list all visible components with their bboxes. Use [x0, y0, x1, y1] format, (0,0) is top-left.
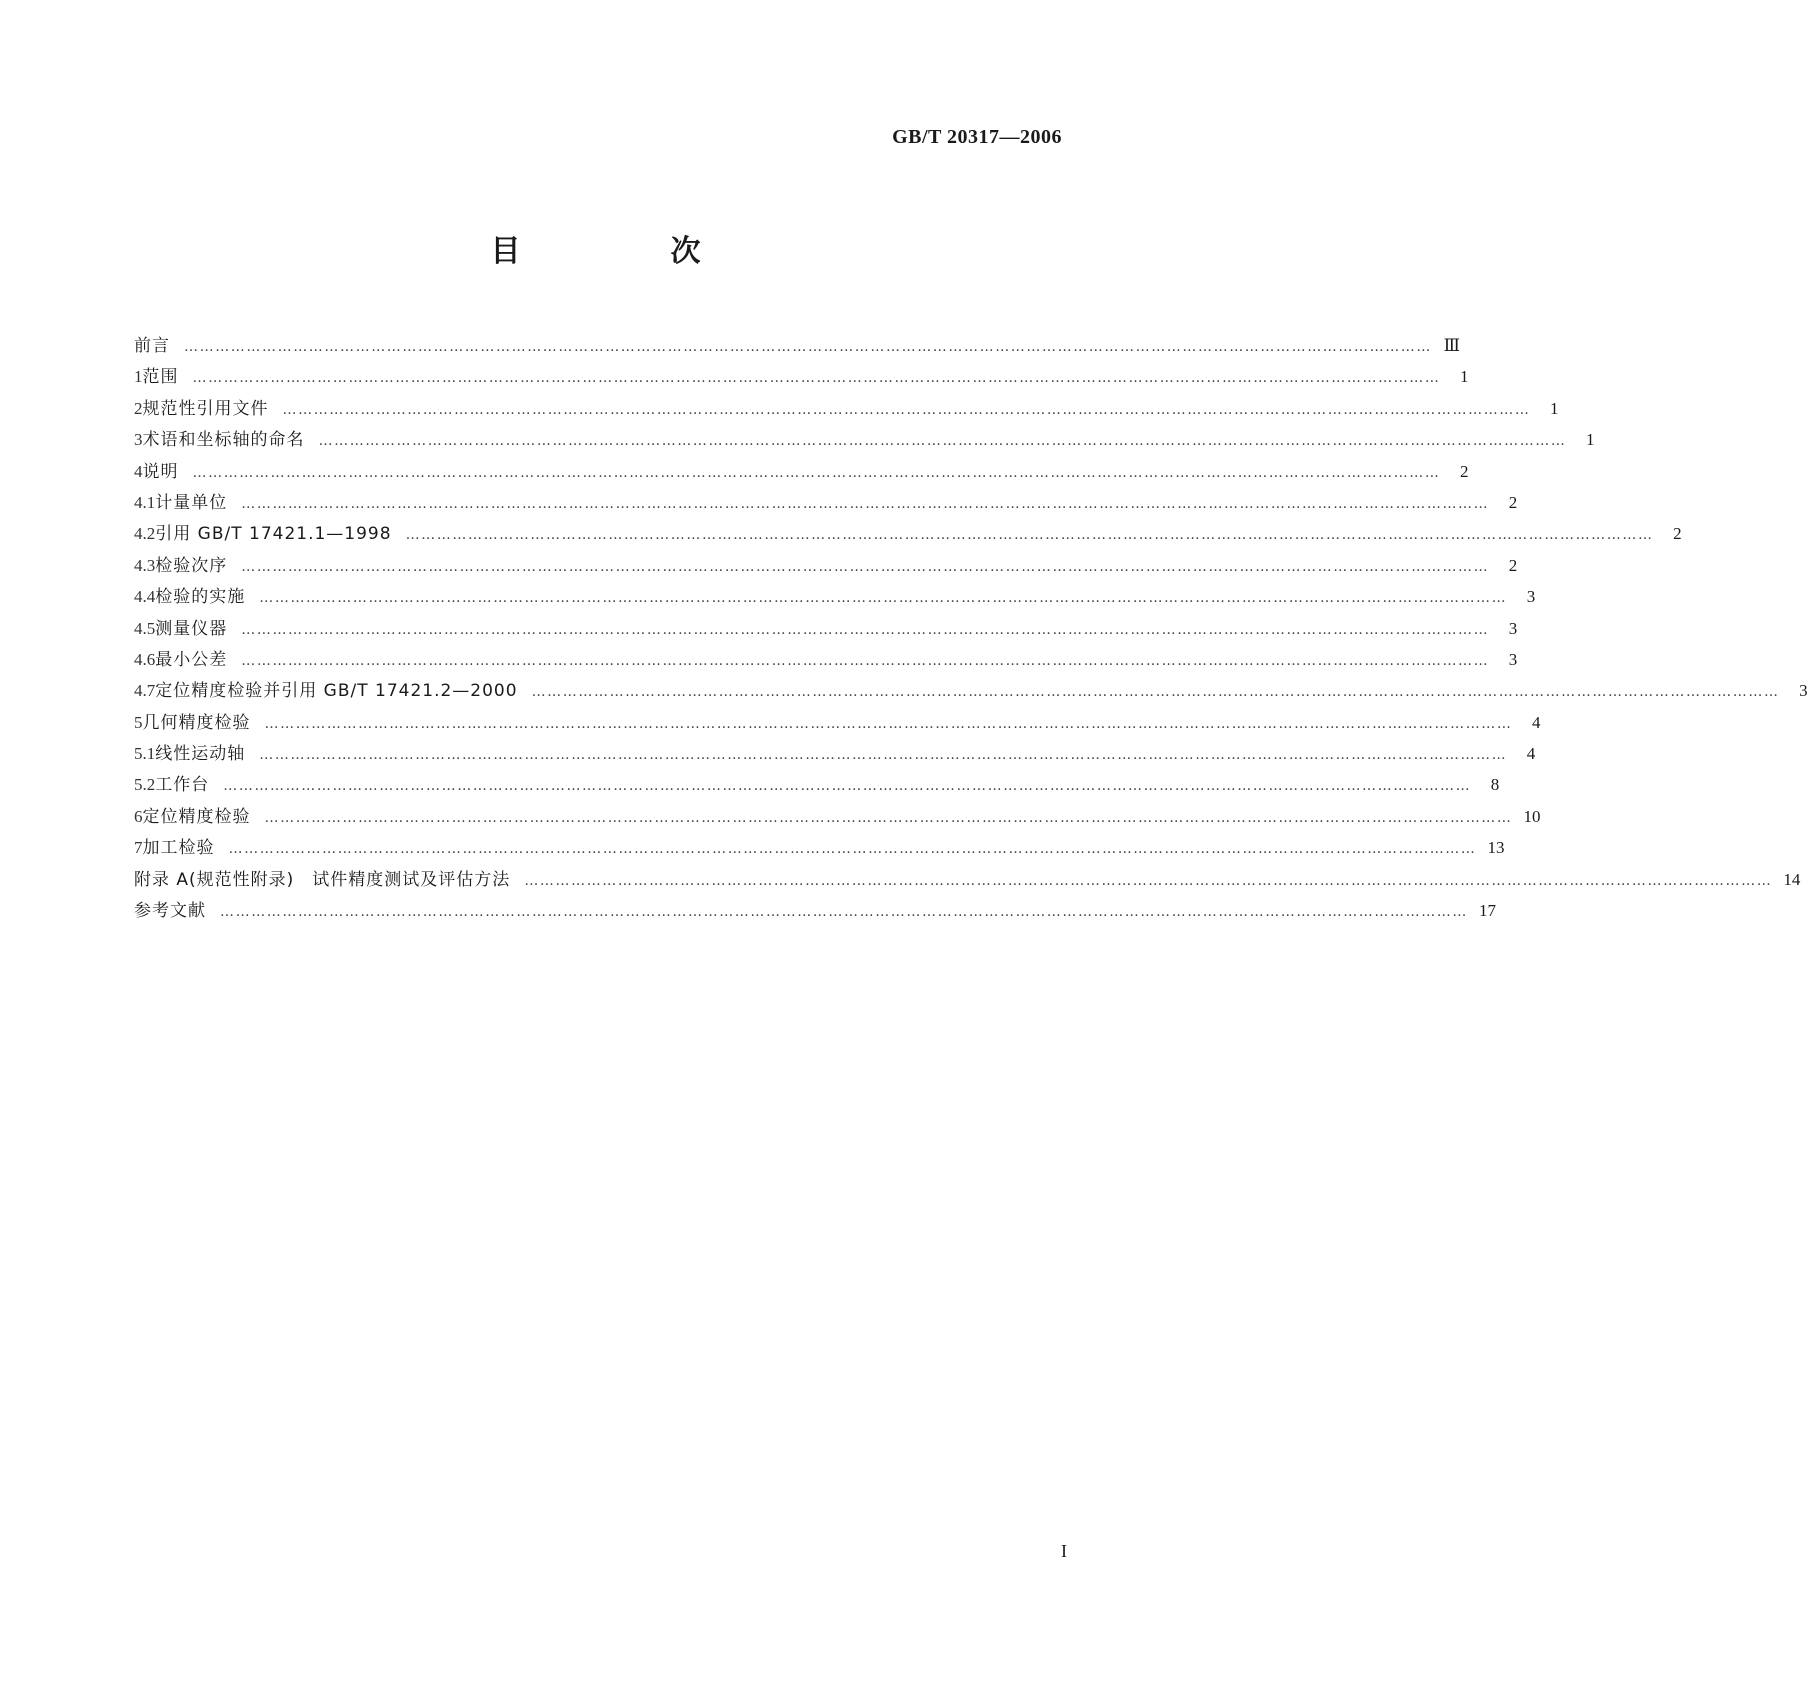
toc-entry[interactable]: [134, 487, 1518, 518]
toc-entry-number: 2: [134, 398, 143, 418]
toc-entry[interactable]: [134, 518, 1682, 549]
toc-entry[interactable]: [134, 581, 1536, 612]
dot-leader: ……………………………………………………………………………………………………………………………………………………………………………………………………………………: [524, 872, 1773, 889]
toc-entry-page: 1: [1460, 367, 1469, 387]
dot-leader: ……………………………………………………………………………………………………………………………………………………………………………………………………………………: [264, 715, 1513, 732]
toc-entry-title: 最小公差: [155, 649, 228, 670]
toc-entry-page: 1: [1550, 398, 1559, 418]
toc-entry-number: 4: [134, 461, 143, 481]
toc-entry-title: 引用 GB/T 17421.1—1998: [155, 524, 392, 545]
toc-entry[interactable]: [134, 393, 1559, 424]
toc-entry[interactable]: [134, 832, 1505, 863]
toc-entry[interactable]: [134, 456, 1469, 487]
toc-entry-title: 范围: [142, 367, 179, 388]
toc-entry-number: 7: [134, 838, 143, 858]
dot-leader: ……………………………………………………………………………………………………………………………………………………………………………………………………………………: [259, 747, 1508, 764]
dot-leader: ……………………………………………………………………………………………………………………………………………………………………………………………………………………: [241, 652, 1490, 669]
toc-entry-title: 检验的实施: [155, 587, 246, 608]
page-number: I: [1061, 1541, 1067, 1561]
toc-entry-title: 定位精度检验: [142, 806, 251, 827]
dot-leader: ……………………………………………………………………………………………………………………………………………………………………………………………………………………: [531, 684, 1780, 701]
toc-entry-number: 1: [134, 367, 143, 387]
toc-entry[interactable]: [134, 864, 1801, 895]
dot-leader: ……………………………………………………………………………………………………………………………………………………………………………………………………………………: [318, 433, 1567, 450]
toc-entry-title: 测量仪器: [155, 618, 228, 639]
toc-entry-title: 规范性引用文件: [142, 398, 269, 419]
toc-entry-title: 定位精度检验并引用 GB/T 17421.2—2000: [155, 681, 518, 702]
toc-entry-title: 几何精度检验: [142, 712, 251, 733]
table-of-contents: [134, 330, 1808, 926]
dot-leader: ……………………………………………………………………………………………………………………………………………………………………………………………………………………: [282, 401, 1531, 418]
toc-entry[interactable]: [134, 675, 1808, 706]
toc-entry[interactable]: [134, 613, 1518, 644]
toc-entry-page: 3: [1508, 649, 1518, 669]
toc-entry-page: 2: [1508, 492, 1518, 512]
toc-entry[interactable]: [134, 361, 1469, 392]
toc-entry[interactable]: [134, 738, 1536, 769]
toc-entry-page: Ⅲ: [1443, 336, 1460, 355]
dot-leader: ……………………………………………………………………………………………………………………………………………………………………………………………………………………: [259, 590, 1508, 607]
toc-entry-page: 3: [1508, 618, 1518, 638]
toc-entry-page: 2: [1673, 524, 1682, 544]
toc-entry-title: 参考文献: [134, 901, 206, 922]
toc-entry-title: 说明: [142, 461, 179, 482]
toc-entry-number: 4.5: [134, 618, 156, 638]
toc-entry-number: 3: [134, 430, 143, 450]
toc-entry-page: 4: [1526, 744, 1536, 764]
toc-entry-title: 工作台: [155, 775, 210, 796]
dot-leader: ……………………………………………………………………………………………………………………………………………………………………………………………………………………: [220, 904, 1468, 921]
toc-entry-page: 3: [1526, 587, 1536, 607]
toc-entry-title: 线性运动轴: [155, 744, 246, 765]
toc-entry-number: 5.1: [134, 744, 156, 764]
dot-leader: ……………………………………………………………………………………………………………………………………………………………………………………………………………………: [228, 841, 1477, 858]
toc-entry[interactable]: [134, 895, 1496, 926]
dot-leader: ……………………………………………………………………………………………………………………………………………………………………………………………………………………: [192, 370, 1441, 387]
toc-entry-page: 2: [1508, 555, 1518, 575]
dot-leader: ……………………………………………………………………………………………………………………………………………………………………………………………………………………: [241, 558, 1490, 575]
toc-entry[interactable]: [134, 801, 1541, 832]
dot-leader: ……………………………………………………………………………………………………………………………………………………………………………………………………………………: [264, 809, 1513, 826]
toc-entry[interactable]: [134, 644, 1518, 675]
dot-leader: ……………………………………………………………………………………………………………………………………………………………………………………………………………………: [192, 464, 1441, 481]
toc-entry-number: 4.7: [134, 681, 156, 701]
toc-entry-number: 4.1: [134, 492, 156, 512]
toc-entry-title: 附录 A(规范性附录) 试件精度测试及评估方法: [134, 869, 511, 890]
toc-entry-title: 术语和坐标轴的命名: [142, 430, 305, 451]
standard-code: GB/T 20317—2006: [892, 126, 1062, 148]
page-title: 目 次: [490, 234, 761, 269]
toc-entry-number: 4.3: [134, 555, 156, 575]
toc-entry-number: 4.4: [134, 587, 156, 607]
toc-entry[interactable]: [134, 707, 1541, 738]
dot-leader: ……………………………………………………………………………………………………………………………………………………………………………………………………………………: [184, 339, 1432, 355]
toc-entry[interactable]: [134, 424, 1595, 455]
toc-entry-page: 17: [1479, 901, 1496, 921]
toc-entry[interactable]: [134, 330, 1460, 361]
toc-entry[interactable]: [134, 769, 1500, 800]
toc-entry-number: 5: [134, 712, 143, 732]
toc-entry-page: 8: [1490, 775, 1500, 795]
toc-entry-title: 前言: [134, 336, 170, 356]
toc-entry-page: 4: [1532, 712, 1541, 732]
dot-leader: ……………………………………………………………………………………………………………………………………………………………………………………………………………………: [405, 527, 1654, 544]
toc-entry-page: 3: [1799, 681, 1808, 701]
toc-entry-title: 计量单位: [155, 492, 228, 513]
toc-entry-page: 1: [1586, 430, 1595, 450]
toc-entry[interactable]: [134, 550, 1518, 581]
toc-entry-page: 10: [1523, 806, 1541, 826]
toc-entry-title: 检验次序: [155, 555, 228, 576]
toc-entry-page: 2: [1460, 461, 1469, 481]
toc-entry-number: 4.6: [134, 649, 156, 669]
toc-entry-page: 13: [1487, 838, 1505, 858]
toc-entry-number: 6: [134, 806, 143, 826]
toc-entry-number: 4.2: [134, 524, 156, 544]
toc-entry-number: 5.2: [134, 775, 156, 795]
toc-entry-title: 加工检验: [142, 838, 215, 859]
dot-leader: ……………………………………………………………………………………………………………………………………………………………………………………………………………………: [241, 621, 1490, 638]
dot-leader: ……………………………………………………………………………………………………………………………………………………………………………………………………………………: [223, 778, 1472, 795]
toc-entry-page: 14: [1783, 869, 1801, 889]
dot-leader: ……………………………………………………………………………………………………………………………………………………………………………………………………………………: [241, 495, 1490, 512]
